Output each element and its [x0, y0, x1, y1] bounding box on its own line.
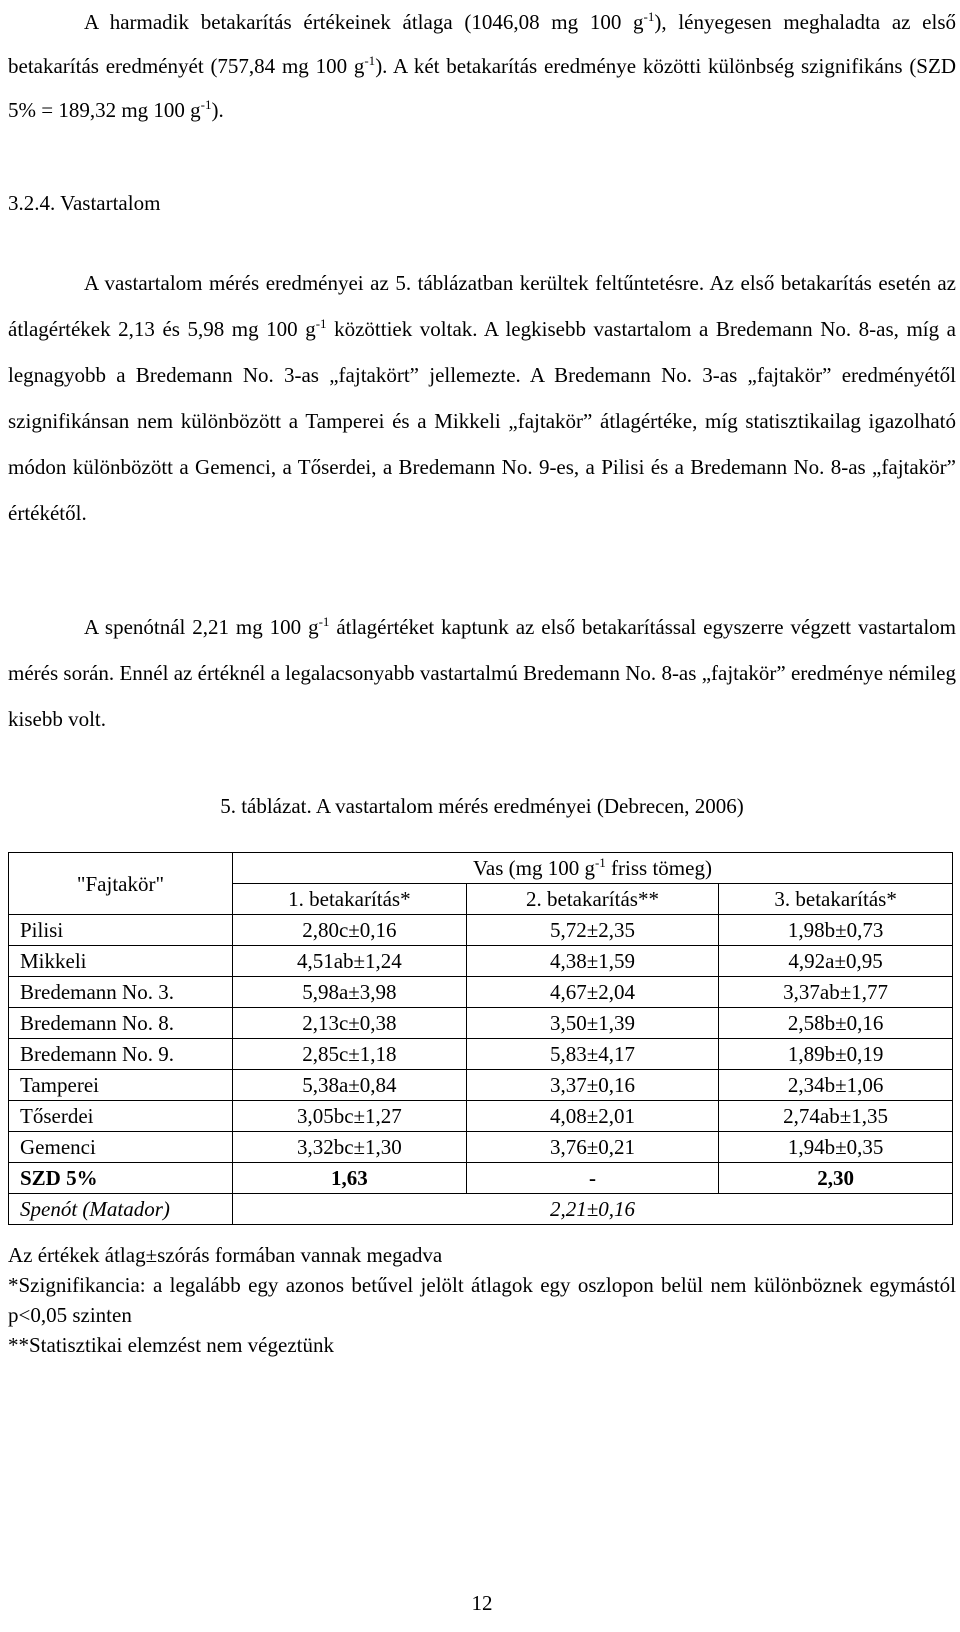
- table-row: [9, 1039, 953, 1070]
- table-cell: 3,05bc±1,27: [233, 1101, 467, 1132]
- paragraph-1-text-d: ).: [211, 98, 224, 122]
- table-cell: 1,94b±0,35: [719, 1132, 953, 1163]
- row-label: Bredemann No. 9.: [9, 1039, 233, 1070]
- table-row: [9, 1132, 953, 1163]
- table-cell: 4,51ab±1,24: [233, 946, 467, 977]
- table-notes: [8, 1240, 956, 1360]
- table-cell: 2,58b±0,16: [719, 1008, 953, 1039]
- note: Az értékek átlag±szórás formában vannak megadva: [8, 1243, 443, 1267]
- paragraph-2: [8, 260, 956, 536]
- row-label: Gemenci: [9, 1132, 233, 1163]
- table-cell: 1,63: [233, 1163, 467, 1194]
- section-heading: 3.2.4. Vastartalom: [8, 191, 161, 215]
- paragraph-3: [8, 604, 956, 742]
- paragraph-1: [8, 0, 956, 132]
- table-cell: 4,92a±0,95: [719, 946, 953, 977]
- paragraph-1-text-b: ), lényegesen meghaladta az első betakarítás eredményét (757,84 mg 100 g: [8, 10, 956, 78]
- cultivar-group-header: "Fajtakör": [9, 853, 233, 915]
- column-header-harvest-3: 3. betakarítás*: [719, 884, 953, 915]
- table-cell: 2,80c±0,16: [233, 915, 467, 946]
- paragraph-2-text-b: közöttiek voltak. A legkisebb vastartalom a Bredemann No. 8-as, míg a legnagyobb a Bredemann No. 3-as „fajtakört” jellemezte. A Bredemann No. 3-as „fajtakör” eredményétől szignifikánsan nem különbözött a Tamperei és a Mikkeli „fajtakör” átlagértéke, míg statisztikailag igazolható módon különbözött a Gemenci, a Tőserdei, a Bredemann No. 9-es, a Pilisi és a Bredemann No. 8-as „fajtakör” értékétől.: [8, 317, 956, 525]
- superscript: -1: [315, 316, 327, 331]
- iron-group-header: [233, 853, 953, 884]
- table-cell: 2,21±0,16: [233, 1194, 953, 1225]
- note: *Szignifikancia: a legalább egy azonos betűvel jelölt átlagok egy oszlopon belül nem különböznek egymástól p<0,05 szinten: [8, 1273, 956, 1327]
- superscript: -1: [318, 614, 330, 629]
- superscript: -1: [364, 53, 376, 68]
- superscript: -1: [200, 97, 212, 112]
- table-cell: 4,67±2,04: [466, 977, 718, 1008]
- note: **Statisztikai elemzést nem végeztünk: [8, 1333, 334, 1357]
- superscript: -1: [643, 9, 655, 24]
- paragraph-3-text-b: átlagértéket kaptunk az első betakarítással egyszerre végzett vastartalom mérés során. Ennél az értéknél a legalacsonyabb vastartalmú Bredemann No. 8-as „fajtakör” eredménye némileg kisebb volt.: [8, 615, 956, 731]
- table-cell: 5,83±4,17: [466, 1039, 718, 1070]
- row-label: Tőserdei: [9, 1101, 233, 1132]
- paragraph-1-text-a: A harmadik betakarítás értékeinek átlaga (1046,08 mg 100 g: [84, 10, 644, 34]
- row-label: SZD 5%: [9, 1163, 233, 1194]
- table-cell: 2,85c±1,18: [233, 1039, 467, 1070]
- table-cell: 3,50±1,39: [466, 1008, 718, 1039]
- iron-header-text-b: friss tömeg): [605, 856, 712, 880]
- row-label: Tamperei: [9, 1070, 233, 1101]
- table-cell: -: [466, 1163, 718, 1194]
- table-cell: 5,72±2,35: [466, 915, 718, 946]
- row-label: Pilisi: [9, 915, 233, 946]
- table-cell: 4,08±2,01: [466, 1101, 718, 1132]
- table-row: [9, 1101, 953, 1132]
- table-cell: 5,38a±0,84: [233, 1070, 467, 1101]
- table-cell: 3,37ab±1,77: [719, 977, 953, 1008]
- row-label: Mikkeli: [9, 946, 233, 977]
- table-cell: 2,13c±0,38: [233, 1008, 467, 1039]
- table-cell: 1,89b±0,19: [719, 1039, 953, 1070]
- superscript: -1: [594, 855, 606, 870]
- iron-content-table: [8, 852, 953, 1225]
- table-cell: 3,32bc±1,30: [233, 1132, 467, 1163]
- table-row: [9, 1070, 953, 1101]
- page-number: 12: [471, 1591, 493, 1615]
- column-header-harvest-2: 2. betakarítás**: [466, 884, 718, 915]
- table-caption: 5. táblázat. A vastartalom mérés eredményei (Debrecen, 2006): [220, 794, 744, 818]
- table-cell: 2,30: [719, 1163, 953, 1194]
- column-header-harvest-1: 1. betakarítás*: [233, 884, 467, 915]
- row-label: Spenót (Matador): [9, 1194, 233, 1225]
- table-header-row: [9, 853, 953, 884]
- row-label: Bredemann No. 8.: [9, 1008, 233, 1039]
- table-cell: 2,34b±1,06: [719, 1070, 953, 1101]
- paragraph-3-text-a: A spenótnál 2,21 mg 100 g: [84, 615, 319, 639]
- paragraph-2-text-a: A vastartalom mérés eredményei az 5. táblázatban kerültek feltűntetésre. Az első betakarítás esetén az átlagértékek 2,13 és 5,98 mg 100 g: [8, 271, 956, 341]
- row-label: Bredemann No. 3.: [9, 977, 233, 1008]
- iron-header-text-a: Vas (mg 100 g: [473, 856, 595, 880]
- table-cell: 4,38±1,59: [466, 946, 718, 977]
- spinach-row: [9, 1194, 953, 1225]
- table-cell: 1,98b±0,73: [719, 915, 953, 946]
- table-row: [9, 915, 953, 946]
- paragraph-1-text-c: ). A két betakarítás eredménye közötti különbség szignifikáns (SZD 5% = 189,32 mg 100 g: [8, 54, 956, 122]
- szd-row: [9, 1163, 953, 1194]
- table-row: [9, 977, 953, 1008]
- table-cell: 3,76±0,21: [466, 1132, 718, 1163]
- table-row: [9, 946, 953, 977]
- table-cell: 5,98a±3,98: [233, 977, 467, 1008]
- table-cell: 3,37±0,16: [466, 1070, 718, 1101]
- table-cell: 2,74ab±1,35: [719, 1101, 953, 1132]
- table-row: [9, 1008, 953, 1039]
